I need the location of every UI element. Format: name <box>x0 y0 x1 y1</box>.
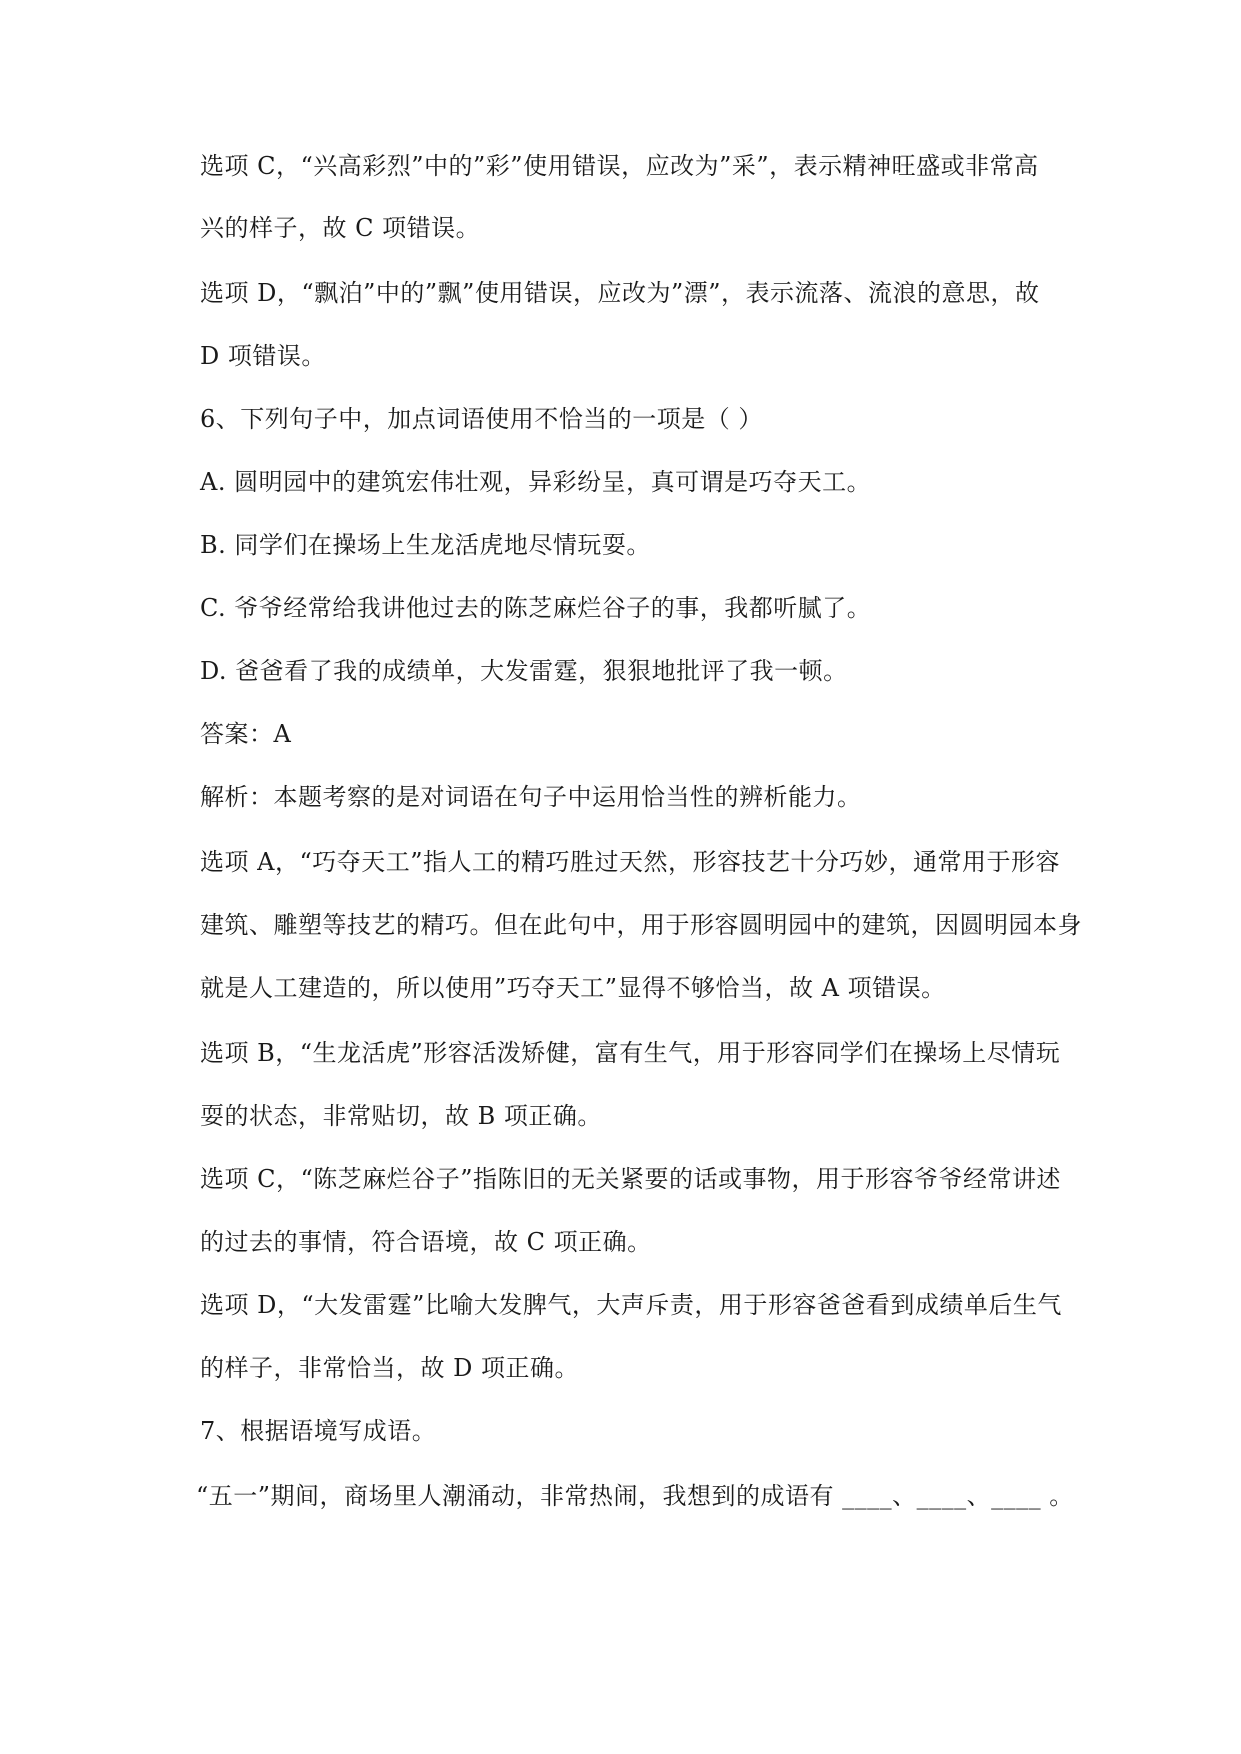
answer-explanation-c-line-1: 选项 C，“兴高彩烈”中的”彩”使用错误，应改为”采”，表示精神旺盛或非常高 <box>200 152 1039 180</box>
answer-explanation-d-line-1: 选项 D，“飘泊”中的”飘”使用错误，应改为”漂”，表示流落、流浪的意思，故 <box>200 279 1040 307</box>
question-6-analysis-intro: 解析：本题考察的是对词语在句子中运用恰当性的辨析能力。 <box>200 783 862 811</box>
question-7-context-with-blanks: “五一”期间，商场里人潮涌动，非常热闹，我想到的成语有 ____、____、____ 。 <box>196 1482 1074 1510</box>
question-6-option-c: C. 爷爷经常给我讲他过去的陈芝麻烂谷子的事，我都听腻了。 <box>200 594 872 622</box>
question-6-analysis-c-line-1: 选项 C，“陈芝麻烂谷子”指陈旧的无关紧要的话或事物，用于形容爷爷经常讲述 <box>200 1165 1062 1193</box>
question-6-analysis-a-line-3: 就是人工建造的，所以使用”巧夺天工”显得不够恰当，故 A 项错误。 <box>200 974 946 1002</box>
question-6-option-a: A. 圆明园中的建筑宏伟壮观，异彩纷呈，真可谓是巧夺天工。 <box>200 468 872 496</box>
answer-explanation-c-line-2: 兴的样子，故 C 项错误。 <box>200 214 481 242</box>
question-6-prompt: 6、下列句子中，加点词语使用不恰当的一项是（ ） <box>200 405 763 433</box>
question-6-analysis-a-line-2: 建筑、雕塑等技艺的精巧。但在此句中，用于形容圆明园中的建筑，因圆明园本身 <box>200 911 1082 939</box>
question-6-option-d: D. 爸爸看了我的成绩单，大发雷霆，狠狠地批评了我一顿。 <box>200 657 848 685</box>
question-6-analysis-c-line-2: 的过去的事情，符合语境，故 C 项正确。 <box>200 1228 652 1256</box>
question-6-analysis-d-line-1: 选项 D，“大发雷霆”比喻大发脾气，大声斥责，用于形容爸爸看到成绩单后生气 <box>200 1291 1062 1319</box>
question-7-prompt: 7、根据语境写成语。 <box>200 1417 437 1445</box>
question-6-analysis-d-line-2: 的样子，非常恰当，故 D 项正确。 <box>200 1354 579 1382</box>
question-6-option-b: B. 同学们在操场上生龙活虎地尽情玩耍。 <box>200 531 651 559</box>
answer-explanation-d-line-2: D 项错误。 <box>200 342 326 370</box>
question-6-answer: 答案：A <box>200 720 292 748</box>
question-6-analysis-a-line-1: 选项 A，“巧夺天工”指人工的精巧胜过天然，形容技艺十分巧妙，通常用于形容 <box>200 848 1060 876</box>
question-6-analysis-b-line-2: 耍的状态，非常贴切，故 B 项正确。 <box>200 1102 602 1130</box>
question-6-analysis-b-line-1: 选项 B，“生龙活虎”形容活泼矫健，富有生气，用于形容同学们在操场上尽情玩 <box>200 1039 1061 1067</box>
